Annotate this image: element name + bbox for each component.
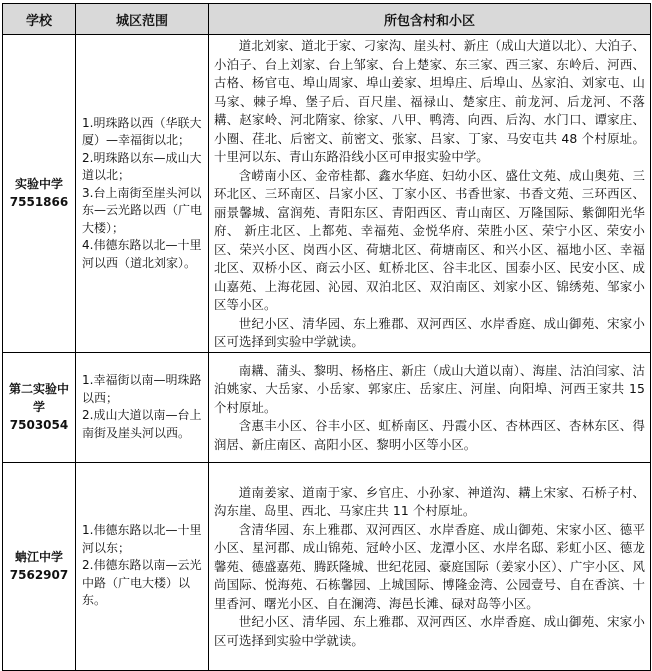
range-line: 1.明珠路以西（华联大厦）—幸福街以北； bbox=[82, 115, 202, 147]
villages-cell bbox=[209, 462, 651, 670]
school-cell bbox=[3, 352, 76, 462]
school-name: 实验中学 bbox=[14, 177, 63, 192]
header-school: 学校 bbox=[3, 4, 76, 35]
school-name: 蚺江中学 bbox=[14, 550, 63, 564]
villages-paragraph: 含惠丰小区、谷丰小区、虹桥南区、丹霞小区、杏林西区、杏林东区、得润居、新庄南区、高阳小区、黎明小区等小区。 bbox=[214, 418, 645, 452]
villages-cell bbox=[209, 352, 651, 462]
range-cell bbox=[76, 462, 209, 670]
range-line: 4.伟德东路以北—十里河以西（道北刘家）。 bbox=[82, 238, 202, 270]
header-villages: 所包含村和小区 bbox=[209, 4, 651, 35]
range-line: 1.伟德东路以北—十里河以东； bbox=[82, 523, 202, 555]
range-cell bbox=[76, 352, 209, 462]
school-phone: 7503054 bbox=[9, 418, 69, 432]
school-phone: 7551866 bbox=[9, 195, 69, 210]
range-line: 2.明珠路以东—成山大道以北； bbox=[82, 150, 202, 182]
school-name: 第二实验中学 bbox=[8, 382, 69, 414]
range-line: 1.幸福街以南—明珠路以西； bbox=[82, 373, 202, 405]
villages-paragraph: 南耩、蒲头、黎明、杨格庄、新庄（成山大道以南）、海崖、沽泊闫家、沽泊姚家、大岳家、小岳家、郭家庄、岳家庄、河崖、向阳埠、河西王家共 15 个村原址。 bbox=[214, 362, 645, 415]
villages-paragraph: 含清华园、东上雅郡、双河西区、水岸香庭、成山御苑、宋家小区、德平小区、星河郡、成山锦苑、冠岭小区、龙潭小区、水岸名邸、彩虹小区、德龙馨苑、德盛嘉苑、腾跃隆城、世纪花园、豪庭国际（姜家小区）、广宇小区、风尚国际、悦海苑、石栋馨园、上城国际、博隆金湾、公园壹号、自在香滨、十里香河、曙光小区、自在澜湾、海邑长滩、碌对岛等小区。 bbox=[214, 521, 645, 611]
school-phone: 7562907 bbox=[9, 568, 69, 582]
villages-paragraph: 世纪小区、清华园、东上雅郡、双河西区、水岸香庭、成山御苑、宋家小区可选择到实验中学就读。 bbox=[214, 315, 645, 349]
district-table bbox=[2, 3, 651, 671]
table-row bbox=[3, 35, 651, 353]
range-cell bbox=[76, 35, 209, 353]
villages-paragraph: 道北刘家、道北于家、刁家沟、崖头村、新庄（成山大道以北）、大泊子、小泊子、台上刘家、台上邹家、台上楚家、东三家、西三家、东岭后、河西、古格、杨官屯、埠山周家、埠山姜家、坦埠庄、后埠山、丛家泊、刘家屯、山马家、棘子埠、堡子后、百尺崖、福禄山、楚家庄、前龙河、后龙河、不落耩、赵家岭、河北隋家、徐家、八甲、鸭湾、向西、后沟、水门口、谭家庄、小圈、荏北、后密文、前密文、张家、吕家、丁家、马安屯共 48 个村原址。十里河以东、青山东路沿线小区可申报实验中学。 bbox=[214, 38, 645, 164]
villages-paragraph: 世纪小区、清华园、东上雅郡、双河西区、水岸香庭、成山御苑、宋家小区可选择到实验中学就读。 bbox=[214, 614, 645, 648]
table-row bbox=[3, 462, 651, 670]
villages-paragraph: 含崂南小区、金帝桂都、鑫水华庭、妇幼小区、盛仕文苑、成山奥苑、三环北区、三环南区、吕家小区、丁家小区、书香世家、书香文苑、三环西区、丽景馨城、富润苑、青阳东区、青阳西区、青山南区、万隆国际、紫御阳光华府、 新庄北区、上都苑、幸福苑、金悦华府、荣胜小区、荣宁小区、荣安小区、荣兴小区、岗西小区、荷塘北区、荷塘南区、和兴小区、福地小区、幸福北区、双桥小区、商云小区、虹桥北区、谷丰北区、国泰小区、民安小区、成山嘉苑、上海花园、沁园、双泊北区、双泊南区、刘家小区、锦绣苑、邹家小区等小区。 bbox=[214, 167, 645, 312]
villages-cell bbox=[209, 35, 651, 353]
school-cell bbox=[3, 35, 76, 353]
table-row bbox=[3, 352, 651, 462]
range-line: 3.台上南街至崖头河以东—云光路以西（广电大楼）； bbox=[82, 185, 203, 235]
school-cell bbox=[3, 462, 76, 670]
range-line: 2.伟德东路以南—云光中路（广电大楼）以东。 bbox=[82, 558, 202, 608]
header-row bbox=[3, 4, 651, 35]
villages-paragraph: 道南姜家、道南于家、乡官庄、小孙家、神道沟、耩上宋家、石桥子村、沟东崖、岛里、西北、马家庄共 11 个村原址。 bbox=[214, 484, 645, 519]
header-range: 城区范围 bbox=[76, 4, 209, 35]
range-line: 2.成山大道以南—台上南街及崖头河以西。 bbox=[82, 408, 202, 440]
